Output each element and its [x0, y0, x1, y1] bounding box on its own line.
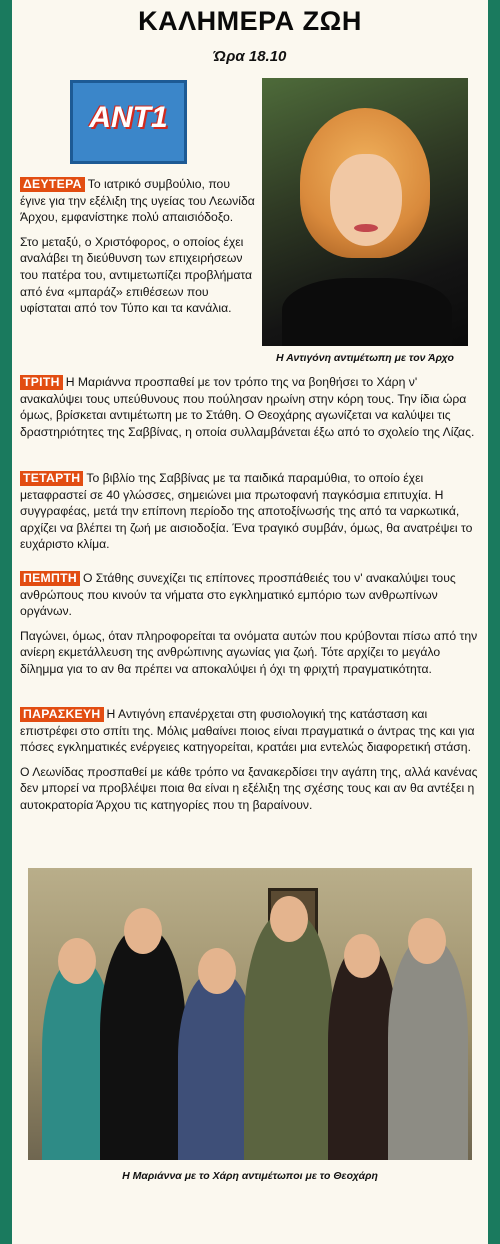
article-page — [12, 0, 488, 1244]
monday-text-1: Το ιατρικό συμβούλιο, που έγινε για την εξέλιξη της υγείας του Λεωνίδα Άρχου, εμφανίστηκε πολύ απαισιόδοξο. — [20, 177, 255, 225]
day-label-friday: ΠΑΡΑΣΚΕΥΗ — [20, 707, 104, 722]
day-label-wednesday: ΤΕΤΑΡΤΗ — [20, 471, 83, 486]
cast-figure-2 — [100, 928, 186, 1160]
friday-paragraph-1 — [20, 706, 480, 756]
thursday-paragraph-1 — [20, 570, 480, 620]
portrait-dress — [282, 278, 452, 346]
portrait-face — [330, 154, 402, 246]
tuesday-paragraph-1 — [20, 374, 480, 440]
friday-paragraph-2: Ο Λεωνίδας προσπαθεί με κάθε τρόπο να ξανακερδίσει την αγάπη της, αλλά κανένας δεν μπορεί να προβλέψει ποια θα είναι η εξέλιξη της σχέσης τους και αν θα αντέξει η αυτοκρατορία Άρχου τις κατηγορίες που τη βαραίνουν. — [20, 764, 478, 812]
wednesday-paragraph-1 — [20, 470, 480, 553]
monday-section — [20, 176, 256, 325]
friday-section — [20, 706, 480, 822]
day-label-thursday: ΠΕΜΠΤΗ — [20, 571, 80, 586]
portrait-lips — [354, 224, 378, 232]
channel-logo-text: ANT1 — [89, 101, 168, 134]
cast-figure-4 — [244, 912, 334, 1160]
cast-figure-6 — [388, 938, 468, 1160]
thursday-paragraph-2: Παγώνει, όμως, όταν πληροφορείται τα ονόματα αυτών που κρύβονται πίσω από την ανίερη εκμετάλλευση της ανθρώπινης αγωνίας για ζωή. Τότε αρχίζει το μεγάλο δίλημμα για το αν θα πρέπει να αποκαλύψει ή όχι τη φριχτή πραγματικότητα. — [20, 628, 478, 676]
friday-text-1: Η Αντιγόνη επανέρχεται στη φυσιολογική της κατάσταση και επιστρέφει στο σπίτι της. Μόλις μαθαίνει ποιος είναι πραγματικά ο άντρας της και για πόσες εγκληματικές ενέργειες κατηγορείται, κρατάει μια εντελώς διαφορετική στάση. — [20, 707, 475, 755]
day-label-monday: ΔΕΥΤΕΡΑ — [20, 177, 85, 192]
monday-paragraph-2: Στο μεταξύ, ο Χριστόφορος, ο οποίος έχει αναλάβει τη διεύθυνση των επιχειρήσεων του πατέρα του, αντιμετωπίζει προβλήματα από ένα «μπαράζ» επιθέσεων που υφίσταται από τον Τύπο και τα κανάλια. — [20, 234, 253, 316]
broadcast-time: Ώρα 18.10 — [213, 48, 287, 65]
tuesday-section — [20, 374, 480, 448]
cast-photo — [28, 868, 472, 1160]
cast-head-2 — [124, 908, 162, 954]
cast-head-3 — [198, 948, 236, 994]
monday-paragraph-1 — [20, 176, 256, 226]
cast-photo-caption: Η Μαριάννα με το Χάρη αντιμέτωποι με το Θεοχάρη — [122, 1170, 378, 1182]
day-label-tuesday: ΤΡΙΤΗ — [20, 375, 63, 390]
cast-head-5 — [344, 934, 380, 978]
wednesday-section — [20, 470, 480, 561]
cast-head-1 — [58, 938, 96, 984]
channel-logo — [70, 80, 187, 164]
page-border — [488, 0, 500, 1244]
page-title: ΚΑΛΗΜΕΡΑ ΖΩΗ — [138, 6, 362, 36]
portrait-caption: Η Αντιγόνη αντιμέτωπη με τον Άρχο — [276, 352, 454, 364]
portrait-photo — [262, 78, 468, 346]
thursday-text-1: Ο Στάθης συνεχίζει τις επίπονες προσπάθειές του ν' ανακαλύψει τους ανθρώπους που κινούν τα νήματα στο εγκληματικό εμπόριο των ανθρωπίνων οργάνων. — [20, 571, 456, 619]
thursday-section — [20, 570, 480, 686]
cast-head-4 — [270, 896, 308, 942]
cast-head-6 — [408, 918, 446, 964]
wednesday-text-1: Το βιβλίο της Σαββίνας με τα παιδικά παραμύθια, το οποίο έχει μεταφραστεί σε 40 γλώσσες, σημειώνει μια πρωτοφανή παγκόσμια επιτυχία. Η συγγραφέας, μετά την επίπονη περίοδο της αποτοξίνωσής της από τα ναρκωτικά, αρχίζει να βλέπει τη ζωή με αισιοδοξία. Ένα τραγικό συμβάν, όμως, θα ανατρέψει το ευχάριστο κλίμα. — [20, 471, 473, 552]
tuesday-text-1: Η Μαριάννα προσπαθεί με τον τρόπο της να βοηθήσει το Χάρη ν' ανακαλύψει τους υπεύθυνους που πούλησαν ηρωίνη στην κόρη τους. Την ίδια ώρα όμως, βρίσκεται αντιμέτωπη με το Στάθη. Ο Θεοχάρης αγωνίζεται να καλύψει τις δραστηριότητες της Σαββίνας, η οποία συλλαμβάνεται έξω από το σχολείο της Λίζας. — [20, 375, 475, 439]
